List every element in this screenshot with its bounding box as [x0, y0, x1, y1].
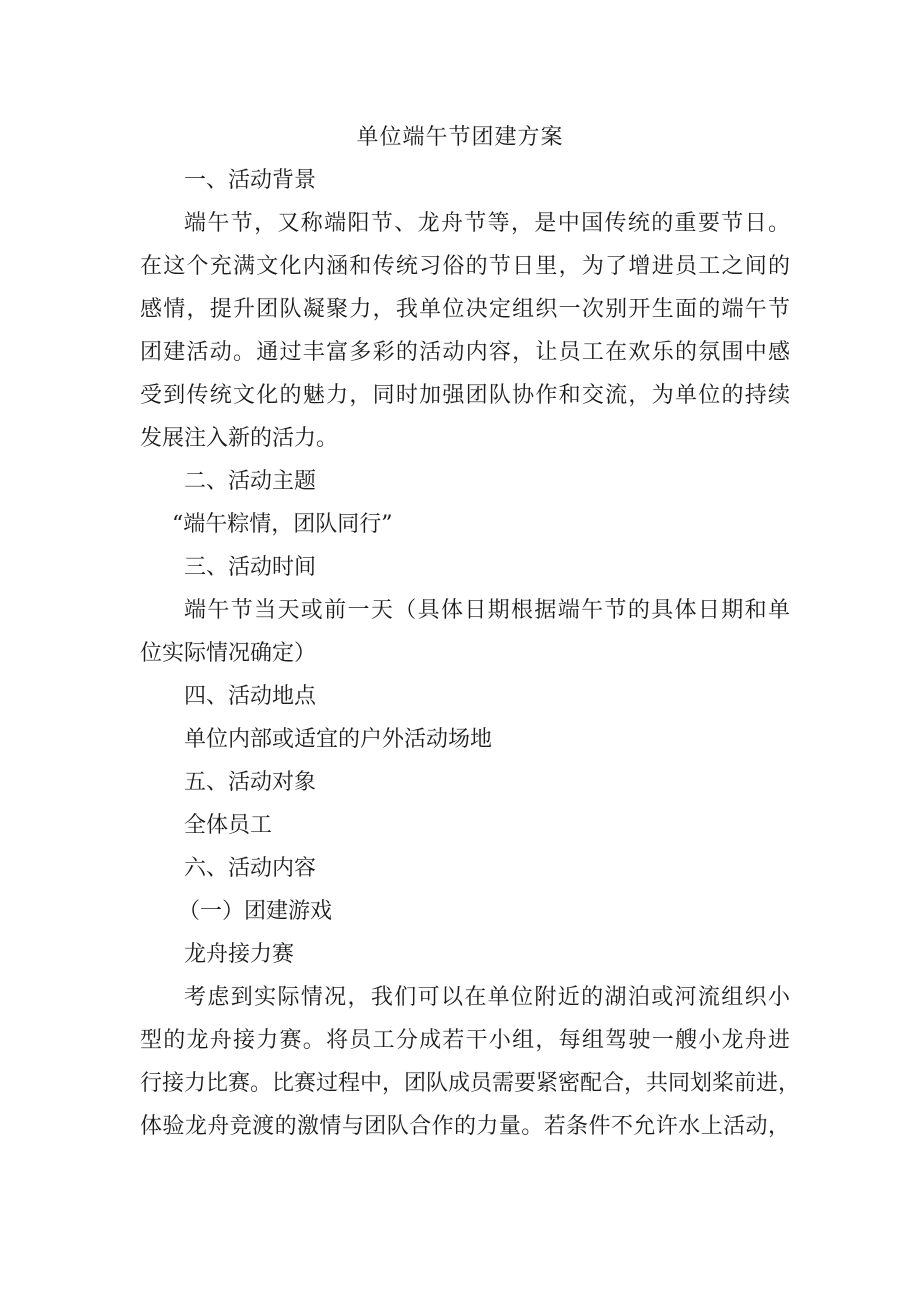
paragraph-line: 位实际情况确定）: [140, 641, 317, 666]
paragraph-line: 发展注入新的活力。: [140, 426, 339, 451]
section-heading-background: 一、活动背景: [184, 168, 317, 193]
paragraph-line: 考虑到实际情况，我们可以在单位附近的湖泊或河流组织小: [184, 985, 790, 1010]
subsection-heading-games: （一）团建游戏: [178, 899, 333, 924]
section-heading-content: 六、活动内容: [184, 856, 317, 881]
section-heading-time: 三、活动时间: [184, 555, 317, 580]
section-heading-location: 四、活动地点: [184, 684, 317, 709]
game-title: 龙舟接力赛: [184, 942, 295, 967]
paragraph-line: 感情，提升团队凝聚力，我单位决定组织一次别开生面的端午节: [140, 297, 790, 322]
paragraph-line: 受到传统文化的魅力，同时加强团队协作和交流，为单位的持续: [140, 383, 790, 408]
paragraph-line: 行接力比赛。比赛过程中，团队成员需要紧密配合，共同划桨前进，: [140, 1071, 801, 1096]
paragraph-line: 体验龙舟竞渡的激情与团队合作的力量。若条件不允许水上活动，: [140, 1114, 790, 1139]
location-text: 单位内部或适宜的户外活动场地: [184, 727, 493, 752]
section-heading-audience: 五、活动对象: [184, 770, 317, 795]
audience-text: 全体员工: [184, 813, 273, 838]
section-heading-theme: 二、活动主题: [184, 469, 317, 494]
paragraph-line: 端午节，又称端阳节、龙舟节等，是中国传统的重要节日。: [184, 211, 790, 236]
paragraph-line: 型的龙舟接力赛。将员工分成若干小组，每组驾驶一艘小龙舟进: [140, 1028, 790, 1053]
paragraph-line: 团建活动。通过丰富多彩的活动内容，让员工在欢乐的氛围中感: [140, 340, 790, 365]
paragraph-line: 在这个充满文化内涵和传统习俗的节日里，为了增进员工之间的: [140, 254, 790, 279]
document-title: 单位端午节团建方案: [356, 125, 564, 150]
theme-text: “端午粽情，团队同行”: [172, 512, 393, 537]
paragraph-line: 端午节当天或前一天（具体日期根据端午节的具体日期和单: [184, 598, 790, 623]
